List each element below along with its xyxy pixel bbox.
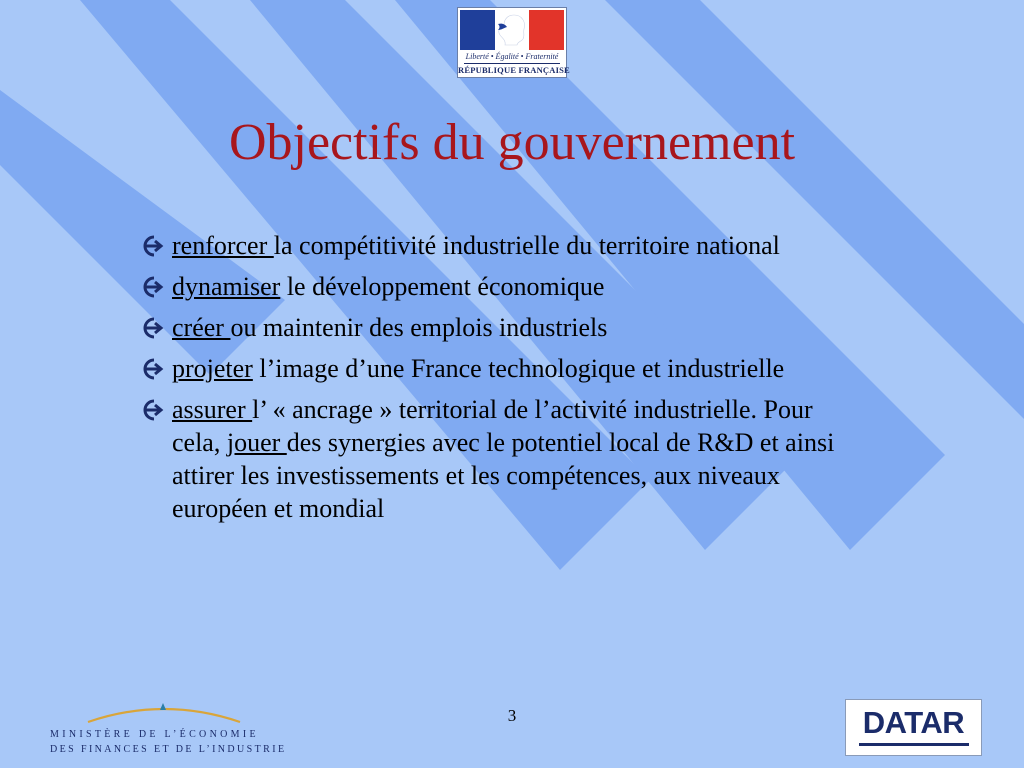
right-arrow-circle-icon	[140, 234, 166, 258]
list-item	[140, 311, 840, 344]
link-projeter[interactable]: projeter	[172, 354, 253, 383]
republique-francaise-logo	[457, 7, 570, 78]
link-jouer[interactable]: jouer	[226, 428, 287, 457]
republic-motto: Liberté • Égalité • Fraternité	[465, 52, 559, 61]
right-arrow-circle-icon	[140, 275, 166, 299]
page-number: 3	[507, 706, 517, 725]
list-item	[140, 270, 840, 303]
ministry-name-line1: MINISTÈRE DE L’ÉCONOMIE	[50, 729, 259, 740]
marianne-profile-icon	[492, 12, 530, 48]
horizon-arc-icon	[84, 700, 244, 726]
bullet-text: le développement économique	[280, 272, 605, 301]
bullet-text: l’ « ancrage » territorial de l’activité industrielle. Pour cela,	[172, 395, 813, 457]
republic-name: RÉPUBLIQUE FRANÇAISE	[458, 65, 570, 75]
right-arrow-circle-icon	[140, 398, 166, 422]
datar-underline	[859, 743, 969, 746]
datar-label: DATAR	[862, 705, 965, 740]
list-item	[140, 393, 840, 525]
link-dynamiser[interactable]: dynamiser	[172, 272, 281, 301]
bullet-text: la compétitivité industrielle du territoire national	[273, 231, 780, 260]
datar-logo	[845, 699, 982, 756]
list-item	[140, 352, 840, 385]
objectives-list	[140, 229, 840, 533]
link-assurer[interactable]: assurer	[172, 395, 253, 424]
list-item	[140, 229, 840, 262]
right-arrow-circle-icon	[140, 316, 166, 340]
link-creer[interactable]: créer	[172, 313, 231, 342]
bullet-text: des synergies avec le potentiel local de R&D et ainsi attirer les investissements et les compétences, aux niveaux européen et mondial	[172, 428, 835, 523]
bullet-text: ou maintenir des emplois industriels	[230, 313, 608, 342]
ministry-name-line2: DES FINANCES ET DE L’INDUSTRIE	[50, 744, 287, 755]
bullet-text: l’image d’une France technologique et industrielle	[252, 354, 785, 383]
right-arrow-circle-icon	[140, 357, 166, 381]
link-renforcer[interactable]: renforcer	[172, 231, 274, 260]
logo-divider	[464, 63, 560, 64]
ministry-logo	[40, 700, 300, 760]
slide-title: Objectifs du gouvernement	[228, 114, 796, 171]
